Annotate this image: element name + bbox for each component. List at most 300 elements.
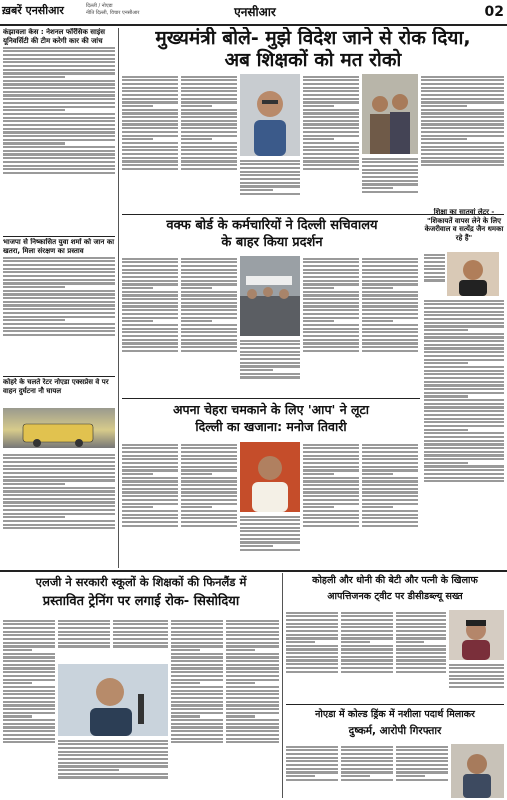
text-line (424, 414, 504, 416)
text-line (303, 287, 334, 289)
text-line (226, 671, 279, 673)
text-line (3, 487, 115, 489)
text-line (181, 164, 237, 166)
text-line (122, 280, 178, 282)
text-line (122, 272, 178, 274)
text-line (286, 667, 338, 669)
text-line (3, 76, 65, 78)
text-line (362, 491, 418, 493)
text-line (286, 760, 338, 762)
text-line (341, 648, 393, 650)
text-line (122, 346, 178, 348)
text-line (3, 330, 115, 332)
text-line (424, 370, 504, 372)
text-line (362, 510, 418, 512)
text-line (240, 163, 300, 165)
text-line (3, 69, 115, 71)
text-line (3, 679, 55, 681)
text-line (3, 131, 115, 133)
text-line (3, 738, 55, 740)
text-line (3, 257, 115, 259)
text-line (181, 488, 237, 490)
text-line (303, 313, 359, 315)
text-line (171, 715, 200, 717)
text-line (122, 451, 178, 453)
text-line (341, 641, 370, 643)
text-line (3, 150, 115, 152)
text-line (421, 146, 504, 148)
text-line (122, 517, 178, 519)
text-line (421, 142, 504, 144)
text-line (171, 697, 223, 699)
left-story-3 (3, 378, 115, 566)
tiwari-col-3 (240, 514, 300, 566)
text-line (362, 328, 418, 330)
text-line (122, 302, 178, 304)
text-line (122, 324, 178, 326)
text-line (122, 287, 153, 289)
text-line (303, 514, 359, 516)
text-line (286, 615, 338, 617)
text-line (3, 675, 55, 677)
text-line (341, 623, 393, 625)
text-line (3, 65, 115, 67)
text-line (181, 458, 237, 460)
text-line (303, 87, 359, 89)
text-line (303, 280, 359, 282)
text-line (421, 76, 504, 78)
text-line (286, 630, 338, 632)
text-line (303, 346, 359, 348)
text-line (226, 693, 279, 695)
text-line (226, 719, 279, 721)
text-line (424, 261, 445, 263)
text-line (303, 112, 359, 114)
text-line (122, 168, 178, 170)
text-line (171, 686, 223, 688)
text-line (240, 182, 300, 184)
text-line (303, 320, 334, 322)
text-line (303, 324, 359, 326)
text-line (303, 153, 359, 155)
text-line (3, 656, 55, 658)
text-line (362, 346, 418, 348)
text-line (3, 516, 65, 518)
text-line (226, 623, 279, 625)
text-line (226, 715, 255, 717)
text-line (171, 690, 223, 692)
text-line (424, 388, 504, 390)
text-line (171, 723, 223, 725)
text-line (424, 425, 504, 427)
text-line (303, 79, 359, 81)
text-line (3, 271, 115, 273)
text-line (181, 517, 237, 519)
text-line (362, 466, 418, 468)
text-line (181, 491, 237, 493)
text-line (286, 663, 338, 665)
text-line (3, 113, 115, 115)
text-line (3, 316, 115, 318)
text-line (303, 305, 359, 307)
text-line (240, 538, 300, 540)
text-line (3, 128, 115, 130)
masthead-meta (86, 3, 196, 19)
text-line (181, 503, 237, 505)
text-line (362, 324, 418, 326)
text-line (122, 87, 178, 89)
text-line (3, 686, 55, 688)
text-line (113, 634, 168, 636)
text-line (3, 649, 32, 651)
text-line (303, 109, 359, 111)
text-line (181, 514, 237, 516)
finland-col-1 (3, 618, 55, 798)
text-line (3, 290, 115, 292)
text-line (122, 298, 178, 300)
text-line (362, 517, 418, 519)
text-line (3, 498, 115, 500)
text-line (424, 329, 468, 331)
kejriwal-photo (240, 74, 300, 156)
text-line (362, 283, 418, 285)
text-line (122, 510, 178, 512)
text-line (362, 169, 418, 171)
protest-photo (240, 256, 300, 336)
text-line (421, 90, 504, 92)
text-line (3, 653, 55, 655)
text-line (113, 645, 168, 647)
text-line (171, 719, 223, 721)
text-line (424, 355, 504, 357)
kohli-headline (286, 573, 504, 607)
text-line (362, 313, 418, 315)
text-line (3, 712, 55, 714)
text-line (424, 469, 504, 471)
text-line (122, 444, 178, 446)
text-line (303, 149, 359, 151)
text-line (226, 708, 279, 710)
text-line (226, 656, 279, 658)
main-story-col-3 (240, 158, 300, 212)
text-line (113, 620, 168, 622)
text-line (362, 258, 418, 260)
text-line (421, 83, 504, 85)
text-line (181, 79, 237, 81)
text-line (424, 265, 445, 267)
text-line (226, 645, 279, 647)
text-line (122, 98, 178, 100)
text-line (424, 359, 504, 361)
text-line (122, 120, 178, 122)
text-line (181, 168, 237, 170)
text-line (3, 715, 32, 717)
text-line (421, 94, 504, 96)
text-line (122, 142, 178, 144)
text-line (3, 524, 115, 526)
text-line (3, 172, 115, 174)
text-line (226, 704, 279, 706)
text-line (3, 165, 115, 167)
text-line (171, 708, 223, 710)
text-line (341, 749, 393, 751)
text-line (171, 645, 223, 647)
text-line (3, 468, 115, 470)
text-line (424, 462, 468, 464)
text-line (362, 287, 393, 289)
text-line (421, 98, 504, 100)
noida-divider (286, 704, 504, 705)
text-line (424, 336, 504, 338)
text-line (240, 373, 300, 375)
text-line (362, 495, 418, 497)
text-line (449, 667, 504, 669)
text-line (181, 320, 212, 322)
text-line (226, 741, 279, 743)
text-line (362, 451, 418, 453)
text-line (449, 675, 504, 677)
text-line (122, 135, 178, 137)
text-line (362, 320, 393, 322)
text-line (341, 753, 393, 755)
text-line (122, 116, 178, 118)
text-line (3, 98, 115, 100)
text-line (181, 324, 237, 326)
text-line (181, 135, 237, 137)
maliwal-photo (449, 610, 504, 660)
tiwari-col-5 (362, 442, 418, 566)
text-line (3, 494, 115, 496)
text-line (362, 265, 418, 267)
text-line (3, 83, 115, 85)
text-line (122, 506, 153, 508)
text-line (3, 282, 115, 284)
text-line (424, 429, 468, 431)
text-line (122, 320, 153, 322)
text-line (3, 701, 55, 703)
text-line (3, 642, 55, 644)
text-line (58, 743, 168, 745)
text-line (396, 630, 446, 632)
text-line (122, 112, 178, 114)
text-line (3, 627, 55, 629)
tiwari-divider (122, 398, 420, 399)
text-line (396, 637, 446, 639)
photo-icon (3, 408, 115, 448)
text-line (113, 631, 168, 633)
text-line (286, 771, 338, 773)
text-line (181, 153, 237, 155)
text-line (303, 517, 359, 519)
text-line (226, 738, 279, 740)
text-line (171, 649, 200, 651)
text-line (113, 638, 168, 640)
text-line (3, 704, 55, 706)
text-line (3, 102, 115, 104)
text-line (396, 656, 446, 658)
text-line (3, 465, 115, 467)
text-line (240, 365, 300, 367)
text-line (181, 335, 237, 337)
text-line (303, 495, 359, 497)
text-line (362, 183, 418, 185)
text-line (362, 521, 418, 523)
text-line (240, 167, 300, 169)
text-line (303, 291, 359, 293)
text-line (362, 276, 418, 278)
text-line (303, 317, 359, 319)
text-line (3, 94, 115, 96)
text-line (226, 660, 279, 662)
text-line (3, 479, 115, 481)
text-line (181, 317, 237, 319)
text-line (122, 309, 178, 311)
text-line (181, 94, 237, 96)
text-line (303, 480, 359, 482)
text-line (362, 480, 418, 482)
text-line (181, 87, 237, 89)
text-line (421, 101, 504, 103)
text-line (226, 634, 279, 636)
text-line (303, 491, 359, 493)
text-line (362, 291, 418, 293)
text-line (122, 469, 178, 471)
text-line (122, 514, 178, 516)
text-line (3, 693, 55, 695)
text-line (341, 771, 393, 773)
text-line (226, 726, 279, 728)
text-line (303, 164, 359, 166)
text-line (226, 638, 279, 640)
text-line (449, 682, 504, 684)
text-line (122, 276, 178, 278)
text-line (181, 499, 237, 501)
text-line (421, 164, 504, 166)
text-line (303, 499, 359, 501)
text-line (122, 127, 178, 129)
left-story-2 (3, 238, 115, 373)
text-line (424, 454, 504, 456)
text-line (122, 164, 178, 166)
letter-col-2 (424, 298, 504, 558)
text-line (424, 451, 504, 453)
waqf-col-1 (122, 256, 178, 396)
text-line (171, 623, 223, 625)
text-line (362, 261, 418, 263)
text-line (171, 634, 223, 636)
text-line (424, 311, 504, 313)
text-line (421, 138, 467, 140)
text-line (424, 276, 445, 278)
text-line (171, 738, 223, 740)
text-line (3, 723, 55, 725)
text-line (362, 469, 418, 471)
text-line (171, 627, 223, 629)
text-line (362, 506, 393, 508)
text-line (240, 523, 300, 525)
text-line (122, 499, 178, 501)
text-line (303, 94, 359, 96)
text-line (122, 503, 178, 505)
text-line (181, 261, 237, 263)
text-line (181, 269, 237, 271)
text-line (3, 741, 55, 743)
text-line (3, 308, 115, 310)
text-line (58, 638, 110, 640)
text-line (122, 480, 178, 482)
text-line (286, 671, 338, 673)
text-line (226, 667, 279, 669)
text-line (3, 50, 115, 52)
text-line (226, 653, 279, 655)
text-line (240, 193, 300, 195)
text-line (424, 272, 445, 274)
text-line (58, 773, 168, 775)
text-line (3, 47, 115, 49)
text-line (171, 679, 223, 681)
text-line (122, 294, 178, 296)
text-line (421, 87, 504, 89)
text-line (181, 146, 237, 148)
text-line (396, 775, 425, 777)
text-line (3, 509, 115, 511)
text-line (3, 513, 115, 515)
text-line (396, 612, 446, 614)
text-line (171, 693, 223, 695)
text-line (362, 503, 418, 505)
text-line (362, 272, 418, 274)
text-line (181, 83, 237, 85)
text-line (303, 447, 359, 449)
text-line (122, 149, 178, 151)
text-line (240, 185, 300, 187)
text-line (226, 701, 279, 703)
text-line (181, 346, 237, 348)
text-line (449, 671, 504, 673)
photo-icon (58, 664, 168, 736)
text-line (341, 630, 393, 632)
text-line (362, 158, 418, 160)
text-line (171, 638, 223, 640)
text-line (424, 325, 504, 327)
text-line (3, 690, 55, 692)
text-line (424, 344, 504, 346)
finland-col-3 (113, 618, 168, 662)
text-line (240, 376, 300, 378)
text-line (171, 660, 223, 662)
text-line (286, 757, 338, 759)
waqf-col-5 (362, 256, 418, 396)
text-line (58, 754, 168, 756)
text-line (181, 525, 237, 527)
text-line (362, 172, 418, 174)
text-line (341, 615, 393, 617)
text-line (226, 675, 279, 677)
left-story-2-headline: भाजपा से निष्कासित युवा शर्मा को जान का खतरा, मिला संरक्षण का प्रस्ताव (3, 238, 115, 255)
text-line (303, 131, 359, 133)
text-line (3, 476, 115, 478)
noida-col-3 (396, 744, 448, 798)
text-line (303, 298, 359, 300)
text-line (226, 690, 279, 692)
text-line (396, 652, 446, 654)
text-line (303, 76, 359, 78)
text-line (240, 354, 300, 356)
text-line (303, 98, 359, 100)
text-line (3, 664, 55, 666)
text-line (113, 623, 168, 625)
text-line (424, 347, 504, 349)
